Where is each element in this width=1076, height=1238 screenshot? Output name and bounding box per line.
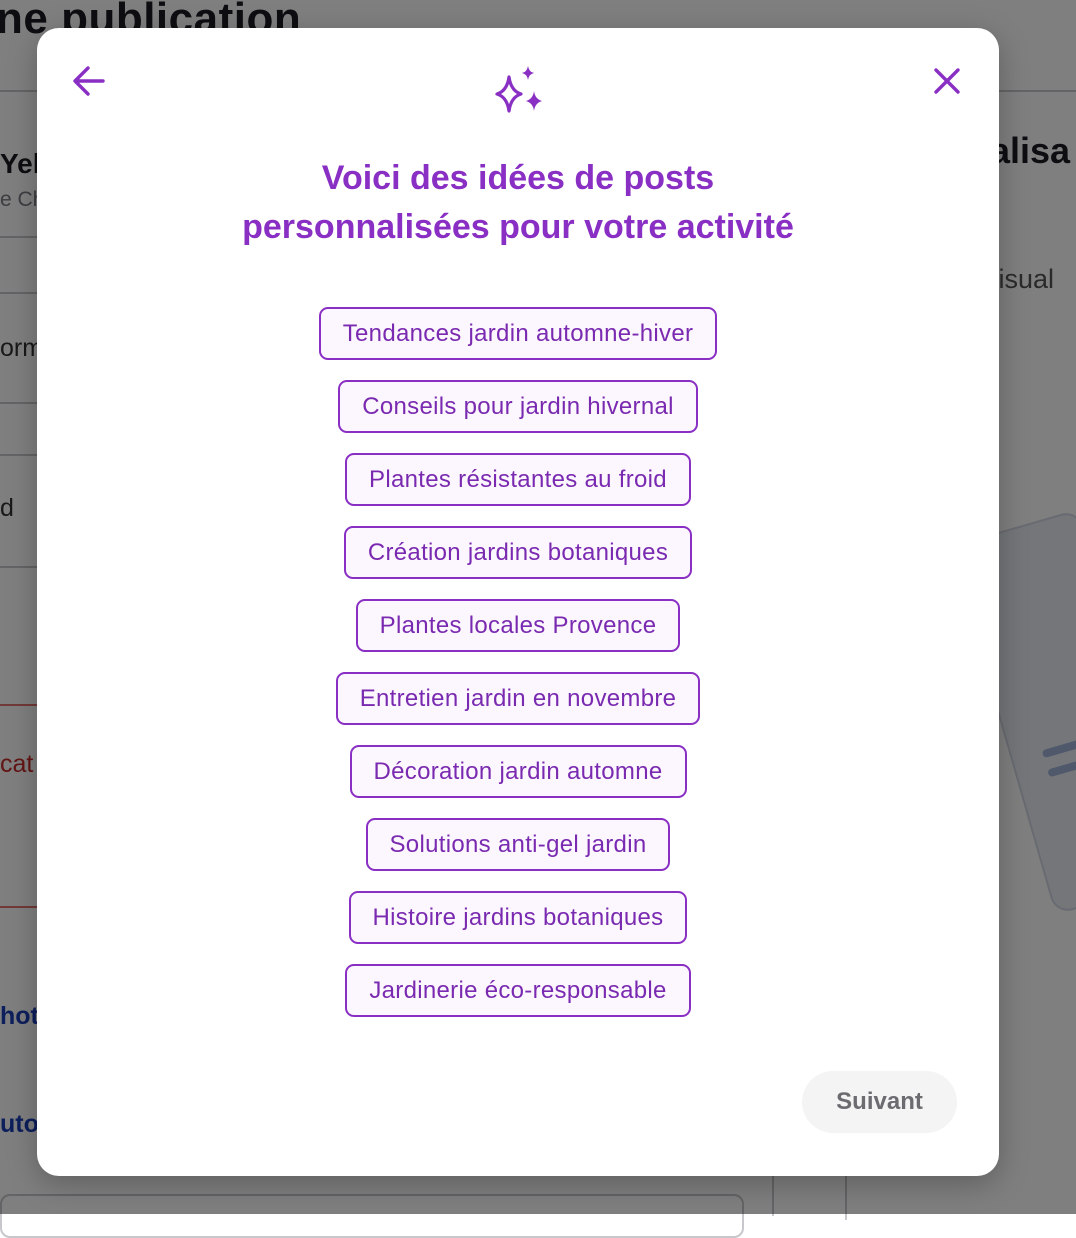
post-ideas-modal — [37, 28, 999, 1176]
post-idea-chip[interactable]: Création jardins botaniques — [344, 526, 692, 579]
next-button[interactable]: Suivant — [802, 1071, 957, 1133]
post-idea-chip[interactable]: Entretien jardin en novembre — [336, 672, 701, 725]
modal-title-line: personnalisées pour votre activité — [242, 208, 794, 246]
post-idea-chip[interactable]: Décoration jardin automne — [350, 745, 687, 798]
modal-title — [37, 154, 999, 252]
post-idea-chip[interactable]: Plantes résistantes au froid — [345, 453, 691, 506]
post-idea-chip[interactable]: Solutions anti-gel jardin — [366, 818, 671, 871]
post-idea-chip[interactable]: Histoire jardins botaniques — [349, 891, 688, 944]
arrow-left-icon — [69, 61, 109, 101]
post-idea-chip[interactable]: Tendances jardin automne-hiver — [319, 307, 718, 360]
sparkles-icon — [487, 64, 547, 120]
post-idea-chip[interactable]: Conseils pour jardin hivernal — [338, 380, 698, 433]
modal-title-line: Voici des idées de posts — [321, 159, 715, 197]
post-idea-chip[interactable]: Jardinerie éco-responsable — [345, 964, 690, 1017]
back-button[interactable] — [67, 59, 111, 103]
close-icon — [929, 63, 965, 99]
post-idea-chip[interactable]: Plantes locales Provence — [356, 599, 681, 652]
post-ideas-list — [37, 307, 999, 1037]
close-button[interactable] — [925, 59, 969, 103]
